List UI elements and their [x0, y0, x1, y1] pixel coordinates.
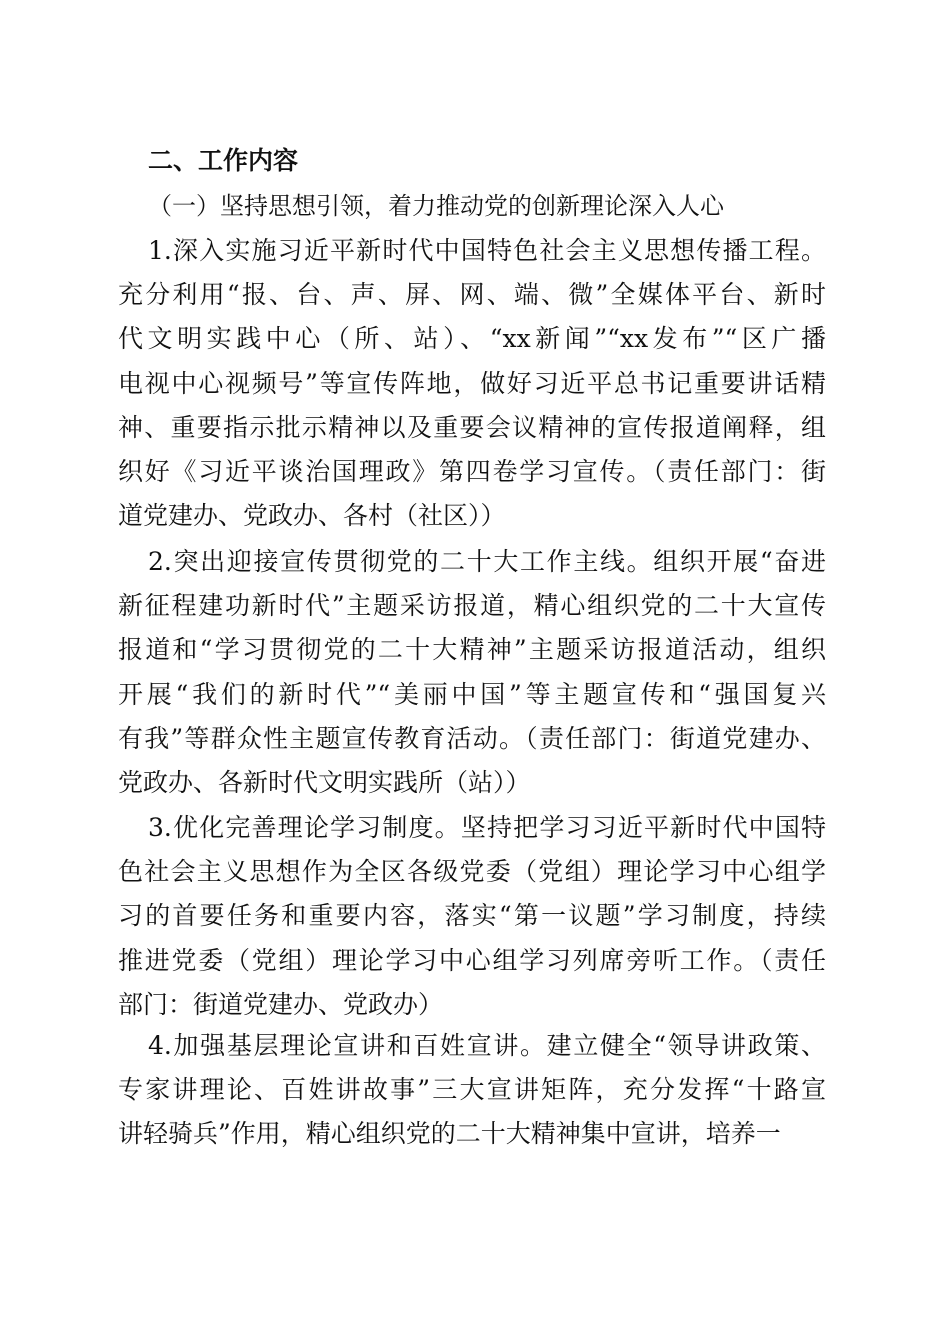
paragraph-line: 充分利用“报、台、声、屏、网、端、微”全媒体平台、新时 [118, 280, 826, 310]
paragraph-line: 代文明实践中心（所、站）、“xx新闻”“xx发布”“区广播 [118, 324, 826, 354]
paragraph-line: 织好《习近平谈治国理政》第四卷学习宣传。（责任部门：街 [118, 457, 826, 486]
section-heading: 二、工作内容 [148, 146, 299, 175]
paragraph-line: 3.优化完善理论学习制度。坚持把学习习近平新时代中国特 [148, 813, 826, 842]
paragraph-line: 神、重要指示批示精神以及重要会议精神的宣传报道阐释，组 [118, 412, 826, 442]
paragraph-line: 习的首要任务和重要内容，落实“第一议题”学习制度，持续 [118, 901, 826, 931]
paragraph-line: 4.加强基层理论宣讲和百姓宣讲。建立健全“领导讲政策、 [148, 1031, 826, 1060]
paragraph-line: 开展“我们的新时代”“美丽中国”等主题宣传和“强国复兴 [118, 679, 826, 709]
paragraph-line: 报道和“学习贯彻党的二十大精神”主题采访报道活动，组织 [118, 635, 826, 665]
paragraph-line: 新征程建功新时代”主题采访报道，精心组织党的二十大宣传 [118, 591, 826, 621]
paragraph-line: 部门：街道党建办、党政办） [118, 989, 444, 1019]
paragraph-line: 1.深入实施习近平新时代中国特色社会主义思想传播工程。 [148, 236, 826, 265]
paragraph-line: 党政办、各新时代文明实践所（站）） [118, 768, 531, 797]
paragraph-line: 电视中心视频号”等宣传阵地，做好习近平总书记重要讲话精 [118, 368, 826, 398]
paragraph-line: 色社会主义思想作为全区各级党委（党组）理论学习中心组学 [118, 857, 826, 887]
paragraph-line: 推进党委（党组）理论学习中心组学习列席旁听工作。（责任 [118, 945, 826, 975]
subheading: （一）坚持思想引领，着力推动党的创新理论深入人心 [148, 192, 724, 220]
paragraph-line: 有我”等群众性主题宣传教育活动。（责任部门：街道党建办、 [118, 723, 826, 753]
paragraph-line: 讲轻骑兵”作用，精心组织党的二十大精神集中宣讲，培养一 [118, 1119, 781, 1149]
paragraph-line: 2.突出迎接宣传贯彻党的二十大工作主线。组织开展“奋进 [148, 547, 826, 576]
paragraph-line: 道党建办、党政办、各村（社区）） [118, 501, 506, 531]
paragraph-line: 专家讲理论、百姓讲故事”三大宣讲矩阵，充分发挥“十路宣 [118, 1075, 826, 1105]
